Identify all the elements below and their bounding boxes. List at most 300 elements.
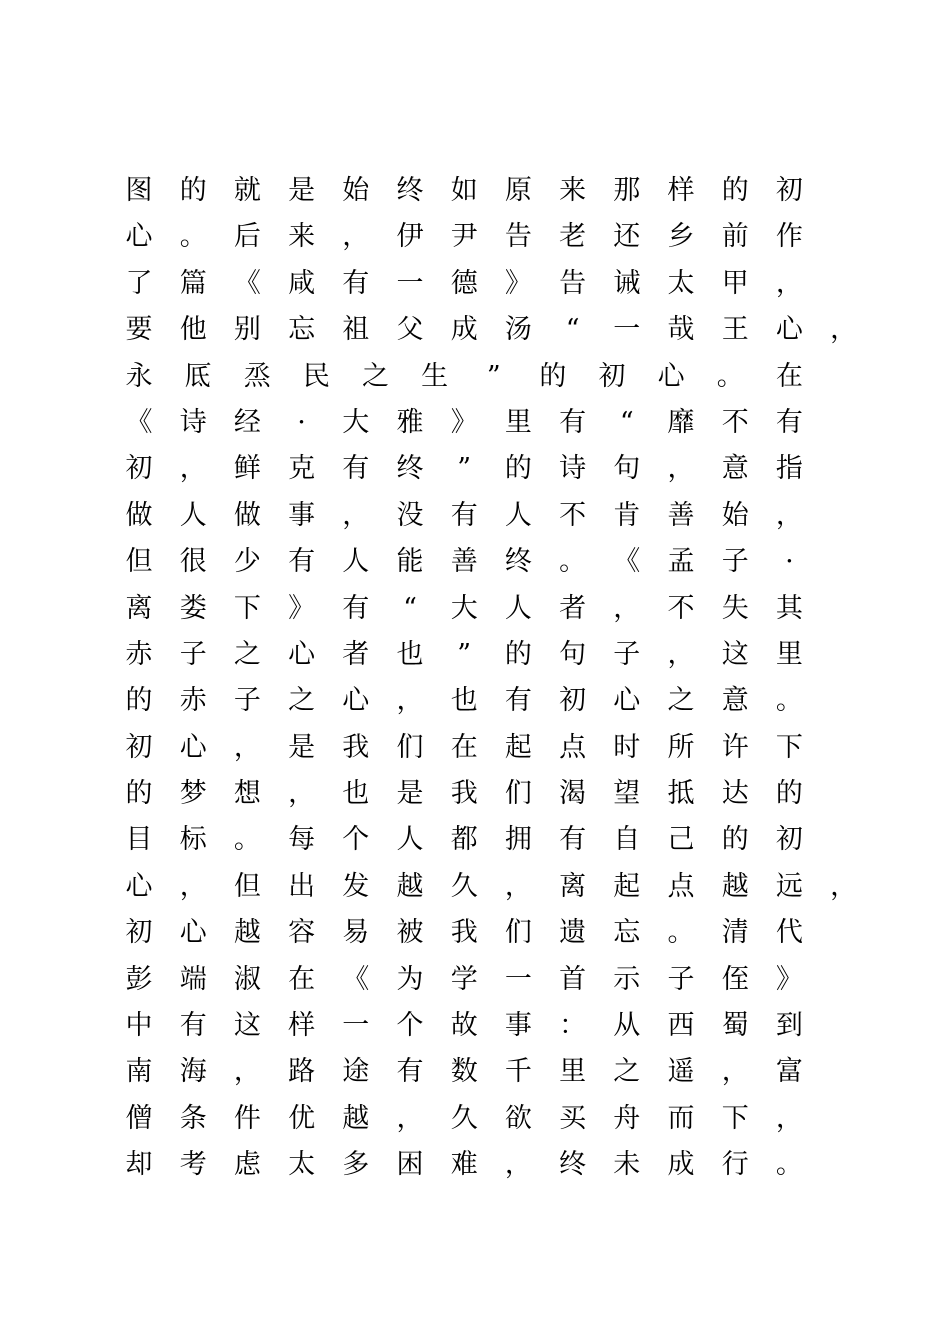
text-char: 心 xyxy=(179,731,207,763)
text-char: 遗 xyxy=(559,917,587,949)
text-char: 大 xyxy=(342,406,370,438)
text-char: ， xyxy=(504,870,532,902)
text-char: 越 xyxy=(342,1102,370,1134)
text-char: 子 xyxy=(721,546,749,578)
text-char: 他 xyxy=(179,314,207,346)
text-char: 有 xyxy=(775,406,803,438)
text-char: 初 xyxy=(775,175,803,206)
text-char: 有 xyxy=(504,685,532,717)
text-char: 人 xyxy=(342,546,370,578)
text-char: 越 xyxy=(721,870,749,902)
text-char: 如 xyxy=(450,175,478,206)
text-char: 人 xyxy=(396,824,424,856)
text-char: 千 xyxy=(504,1056,532,1088)
text-char: 经 xyxy=(233,406,261,438)
text-char: 渴 xyxy=(559,778,587,810)
text-char: 之 xyxy=(613,1056,641,1088)
text-char: 就 xyxy=(233,175,261,206)
text-char: 很 xyxy=(179,546,207,578)
text-char: 初 xyxy=(125,917,153,949)
text-char: 路 xyxy=(288,1056,316,1088)
text-char: 许 xyxy=(721,731,749,763)
text-char: 乡 xyxy=(667,221,695,253)
text-char: 能 xyxy=(396,546,424,578)
text-char: ， xyxy=(396,1102,424,1134)
text-char: 德 xyxy=(450,267,478,299)
text-char: 目 xyxy=(125,824,153,856)
text-char: 淑 xyxy=(233,963,261,995)
text-char: 点 xyxy=(559,731,587,763)
text-char: ， xyxy=(233,1056,261,1088)
text-char: 是 xyxy=(288,731,316,763)
text-char: 。 xyxy=(775,1149,803,1181)
text-char: 要 xyxy=(125,314,153,346)
text-char: 下 xyxy=(233,592,261,624)
text-char: 尹 xyxy=(450,221,478,253)
text-char: 有 xyxy=(559,824,587,856)
text-char: 句 xyxy=(559,638,587,670)
text-char: 被 xyxy=(396,917,424,949)
text-char: 的 xyxy=(721,175,749,206)
text-char: 条 xyxy=(179,1102,207,1134)
text-char: 示 xyxy=(613,963,641,995)
text-char: 不 xyxy=(721,406,749,438)
text-char: 者 xyxy=(342,638,370,670)
text-char: 初 xyxy=(598,360,626,392)
text-char: 雅 xyxy=(396,406,424,438)
text-line xyxy=(124,771,884,817)
text-char: 有 xyxy=(288,546,316,578)
text-char: 《 xyxy=(342,963,370,995)
text-char: 之 xyxy=(362,360,389,392)
text-char: 作 xyxy=(775,221,803,253)
text-char: 克 xyxy=(288,453,316,485)
text-char: ， xyxy=(775,1102,803,1134)
text-char: 有 xyxy=(396,1056,424,1088)
text-char: 我 xyxy=(450,917,478,949)
text-char: 买 xyxy=(559,1102,587,1134)
text-char: ， xyxy=(233,731,261,763)
text-line xyxy=(124,214,884,260)
text-char: 起 xyxy=(504,731,532,763)
text-char: 甲 xyxy=(721,267,749,299)
text-char: 有 xyxy=(342,267,370,299)
text-char: 是 xyxy=(396,778,424,810)
text-char: 们 xyxy=(504,778,532,810)
text-char: 故 xyxy=(450,1010,478,1042)
text-char: 也 xyxy=(396,638,424,670)
text-char: 告 xyxy=(559,267,587,299)
text-char: 心 xyxy=(342,685,370,717)
text-char: 标 xyxy=(179,824,207,856)
text-char: 善 xyxy=(450,546,478,578)
text-char: 途 xyxy=(342,1056,370,1088)
text-char: 。 xyxy=(775,685,803,717)
text-char: 初 xyxy=(125,453,153,485)
text-char: 意 xyxy=(721,453,749,485)
text-char: 》 xyxy=(450,406,478,438)
text-char: · xyxy=(297,406,306,438)
text-char: 。 xyxy=(179,221,207,253)
text-char: 原 xyxy=(504,175,532,206)
text-char: 祖 xyxy=(342,314,370,346)
text-char: 子 xyxy=(667,963,695,995)
text-char: 彭 xyxy=(125,963,153,995)
text-char: ， xyxy=(288,778,316,810)
text-char: 心 xyxy=(179,917,207,949)
text-char: 太 xyxy=(288,1149,316,1181)
text-char: 者 xyxy=(559,592,587,624)
text-char: 里 xyxy=(559,1056,587,1088)
text-char: 咸 xyxy=(288,267,316,299)
text-line xyxy=(124,586,884,632)
text-char: 为 xyxy=(396,963,424,995)
text-char: 来 xyxy=(559,175,587,206)
text-char: 善 xyxy=(667,499,695,531)
text-char: 优 xyxy=(288,1102,316,1134)
text-line xyxy=(124,168,884,214)
text-char: 》 xyxy=(504,267,532,299)
text-char: ” xyxy=(457,453,472,485)
text-char: 厎 xyxy=(184,360,212,392)
text-char: 始 xyxy=(342,175,370,206)
text-char: ” xyxy=(486,360,501,392)
text-line xyxy=(124,539,884,585)
text-char: 难 xyxy=(450,1149,478,1181)
text-char: 鲜 xyxy=(233,453,261,485)
text-char: 别 xyxy=(233,314,261,346)
text-char: 虑 xyxy=(233,1149,261,1181)
text-char: 容 xyxy=(288,917,316,949)
text-char: 这 xyxy=(233,1010,261,1042)
text-char: 们 xyxy=(504,917,532,949)
text-char: 其 xyxy=(775,592,803,624)
text-line xyxy=(124,678,884,724)
text-char: 们 xyxy=(396,731,424,763)
text-char: 做 xyxy=(125,499,153,531)
text-char: 在 xyxy=(775,360,803,392)
text-char: 句 xyxy=(613,453,641,485)
text-char: 》 xyxy=(775,963,803,995)
text-char: 之 xyxy=(233,638,261,670)
text-char: 考 xyxy=(179,1149,207,1181)
text-char: ， xyxy=(504,1149,532,1181)
text-line xyxy=(124,1003,884,1049)
text-char: 的 xyxy=(179,175,207,206)
text-char: 清 xyxy=(721,917,749,949)
text-char: 我 xyxy=(450,778,478,810)
text-char: 事 xyxy=(504,1010,532,1042)
text-char: 篇 xyxy=(179,267,207,299)
text-char: 肯 xyxy=(613,499,641,531)
text-char: 中 xyxy=(125,1010,153,1042)
text-char: ， xyxy=(396,685,424,717)
text-char: 下 xyxy=(721,1102,749,1134)
text-char: 也 xyxy=(450,685,478,717)
text-char: 少 xyxy=(233,546,261,578)
text-char: 失 xyxy=(721,592,749,624)
text-char: 忘 xyxy=(288,314,316,346)
text-char: ， xyxy=(342,221,370,253)
text-char: 一 xyxy=(613,314,641,346)
text-char: 己 xyxy=(667,824,695,856)
text-char: 做 xyxy=(233,499,261,531)
text-char: 前 xyxy=(721,221,749,253)
text-char: 没 xyxy=(396,499,424,531)
text-char: 行 xyxy=(721,1149,749,1181)
text-char: 心 xyxy=(775,314,803,346)
text-char: 越 xyxy=(396,870,424,902)
text-char: 成 xyxy=(450,314,478,346)
text-char: 是 xyxy=(288,175,316,206)
text-char: 初 xyxy=(125,731,153,763)
text-char: 赤 xyxy=(125,638,153,670)
text-char: 的 xyxy=(539,360,567,392)
text-char: 学 xyxy=(450,963,478,995)
text-char: 这 xyxy=(721,638,749,670)
text-line xyxy=(124,493,884,539)
text-char: ， xyxy=(775,267,803,299)
text-char: 孟 xyxy=(667,546,695,578)
text-line xyxy=(124,957,884,1003)
text-char: 出 xyxy=(288,870,316,902)
text-char: 终 xyxy=(559,1149,587,1181)
text-char: 靡 xyxy=(667,406,695,438)
text-line xyxy=(124,1096,884,1142)
text-line xyxy=(124,1049,884,1095)
text-char: 伊 xyxy=(396,221,424,253)
text-char: 有 xyxy=(342,453,370,485)
text-char: 人 xyxy=(504,592,532,624)
text-line xyxy=(124,864,884,910)
text-line xyxy=(124,307,884,353)
text-line xyxy=(124,354,884,400)
text-line xyxy=(124,632,884,678)
text-char: 舟 xyxy=(613,1102,641,1134)
text-char: ， xyxy=(775,499,803,531)
text-char: 有 xyxy=(342,592,370,624)
text-char: ， xyxy=(830,314,858,346)
text-char: 终 xyxy=(396,453,424,485)
text-char: 心 xyxy=(288,638,316,670)
text-char: 但 xyxy=(125,546,153,578)
text-char: 未 xyxy=(613,1149,641,1181)
text-char: 《 xyxy=(613,546,641,578)
text-char: 发 xyxy=(342,870,370,902)
text-char: 点 xyxy=(667,870,695,902)
text-char: 烝 xyxy=(243,360,271,392)
text-char: 一 xyxy=(504,963,532,995)
text-char: 告 xyxy=(504,221,532,253)
text-char: 蜀 xyxy=(721,1010,749,1042)
text-char: 终 xyxy=(396,175,424,206)
text-char: 里 xyxy=(504,406,532,438)
text-char: 易 xyxy=(342,917,370,949)
text-char: 样 xyxy=(667,175,695,206)
text-char: 来 xyxy=(288,221,316,253)
text-char: 老 xyxy=(559,221,587,253)
text-char: 。 xyxy=(667,917,695,949)
text-char: 《 xyxy=(233,267,261,299)
text-char: 之 xyxy=(667,685,695,717)
text-char: 赤 xyxy=(179,685,207,717)
text-char: 人 xyxy=(504,499,532,531)
text-char: 子 xyxy=(613,638,641,670)
text-char: 欲 xyxy=(504,1102,532,1134)
text-char: 南 xyxy=(125,1056,153,1088)
text-char: 不 xyxy=(559,499,587,531)
text-char: 成 xyxy=(667,1149,695,1181)
text-char: “ xyxy=(619,406,634,438)
text-char: 远 xyxy=(775,870,803,902)
text-char: 有 xyxy=(559,406,587,438)
text-line xyxy=(124,910,884,956)
text-line xyxy=(124,725,884,771)
text-char: 终 xyxy=(504,546,532,578)
text-char: 。 xyxy=(716,360,744,392)
text-char: 样 xyxy=(288,1010,316,1042)
text-char: 都 xyxy=(450,824,478,856)
text-char: ， xyxy=(342,499,370,531)
text-char: 首 xyxy=(559,963,587,995)
text-char: ， xyxy=(613,592,641,624)
text-char: 到 xyxy=(775,1010,803,1042)
text-char: 的 xyxy=(504,453,532,485)
text-char: ， xyxy=(179,453,207,485)
text-char: 子 xyxy=(179,638,207,670)
text-char: · xyxy=(785,546,794,578)
text-char: 子 xyxy=(233,685,261,717)
text-char: 个 xyxy=(396,1010,424,1042)
text-char: 初 xyxy=(559,685,587,717)
text-char: 。 xyxy=(559,546,587,578)
text-char: 起 xyxy=(613,870,641,902)
text-char: 也 xyxy=(342,778,370,810)
text-char: 初 xyxy=(775,824,803,856)
text-char: 多 xyxy=(342,1149,370,1181)
text-char: 达 xyxy=(721,778,749,810)
text-char: 哉 xyxy=(667,314,695,346)
text-char: 每 xyxy=(288,824,316,856)
text-char: 我 xyxy=(342,731,370,763)
text-char: 一 xyxy=(342,1010,370,1042)
text-char: 却 xyxy=(125,1149,153,1181)
text-char: “ xyxy=(565,314,580,346)
text-char: “ xyxy=(403,592,417,624)
text-char: 有 xyxy=(450,499,478,531)
text-char: 指 xyxy=(775,453,803,485)
text-char: 自 xyxy=(613,824,641,856)
text-char: 一 xyxy=(396,267,424,299)
text-char: 数 xyxy=(450,1056,478,1088)
text-char: 西 xyxy=(667,1010,695,1042)
text-char: 诗 xyxy=(559,453,587,485)
text-line xyxy=(124,1142,884,1188)
text-char: 而 xyxy=(667,1102,695,1134)
text-char: 拥 xyxy=(504,824,532,856)
text-char: 端 xyxy=(179,963,207,995)
text-char: 代 xyxy=(775,917,803,949)
text-char: 梦 xyxy=(179,778,207,810)
text-char: 诗 xyxy=(179,406,207,438)
text-char: 离 xyxy=(125,592,153,624)
text-line xyxy=(124,400,884,446)
text-char: 久 xyxy=(450,1102,478,1134)
text-char: 心 xyxy=(125,221,153,253)
text-char: 抵 xyxy=(667,778,695,810)
text-char: 意 xyxy=(721,685,749,717)
text-char: 里 xyxy=(775,638,803,670)
text-char: 事 xyxy=(288,499,316,531)
text-char: 困 xyxy=(396,1149,424,1181)
text-char: 但 xyxy=(233,870,261,902)
text-char: 遥 xyxy=(667,1056,695,1088)
text-char: 生 xyxy=(421,360,449,392)
text-char: 永 xyxy=(125,360,153,392)
text-char: 民 xyxy=(302,360,330,392)
text-char: 娄 xyxy=(179,592,207,624)
text-char: 从 xyxy=(613,1010,641,1042)
text-char: 望 xyxy=(613,778,641,810)
text-char: 的 xyxy=(504,638,532,670)
text-char: 想 xyxy=(233,778,261,810)
text-line xyxy=(124,817,884,863)
text-char: 太 xyxy=(667,267,695,299)
text-line xyxy=(124,446,884,492)
text-char: 人 xyxy=(179,499,207,531)
text-char: 之 xyxy=(288,685,316,717)
text-char: 个 xyxy=(342,824,370,856)
text-char: 越 xyxy=(233,917,261,949)
text-char: 海 xyxy=(179,1056,207,1088)
text-char: 心 xyxy=(125,870,153,902)
text-char: 僧 xyxy=(125,1102,153,1134)
text-char: 了 xyxy=(125,267,153,299)
text-char: 久 xyxy=(450,870,478,902)
text-char: 离 xyxy=(559,870,587,902)
body-text xyxy=(124,168,884,1189)
text-char: 件 xyxy=(233,1102,261,1134)
text-char: 在 xyxy=(288,963,316,995)
text-char: ： xyxy=(559,1010,587,1042)
text-char: ， xyxy=(667,453,695,485)
text-char: 的 xyxy=(721,824,749,856)
text-char: 诫 xyxy=(613,267,641,299)
text-char: 的 xyxy=(125,685,153,717)
text-char: 大 xyxy=(450,592,478,624)
text-char: ” xyxy=(457,638,472,670)
text-char: 父 xyxy=(396,314,424,346)
text-line xyxy=(124,261,884,307)
text-char: 在 xyxy=(450,731,478,763)
text-char: 时 xyxy=(613,731,641,763)
text-char: 心 xyxy=(613,685,641,717)
text-char: ， xyxy=(667,638,695,670)
text-char: 汤 xyxy=(504,314,532,346)
text-char: 》 xyxy=(288,592,316,624)
text-char: 王 xyxy=(721,314,749,346)
text-char: ， xyxy=(179,870,207,902)
text-char: 的 xyxy=(775,778,803,810)
text-char: 忘 xyxy=(613,917,641,949)
text-char: 有 xyxy=(179,1010,207,1042)
text-char: 下 xyxy=(775,731,803,763)
text-char: 《 xyxy=(125,406,153,438)
text-char: ， xyxy=(721,1056,749,1088)
text-char: 那 xyxy=(613,175,641,206)
text-char: 不 xyxy=(667,592,695,624)
text-char: 的 xyxy=(125,778,153,810)
